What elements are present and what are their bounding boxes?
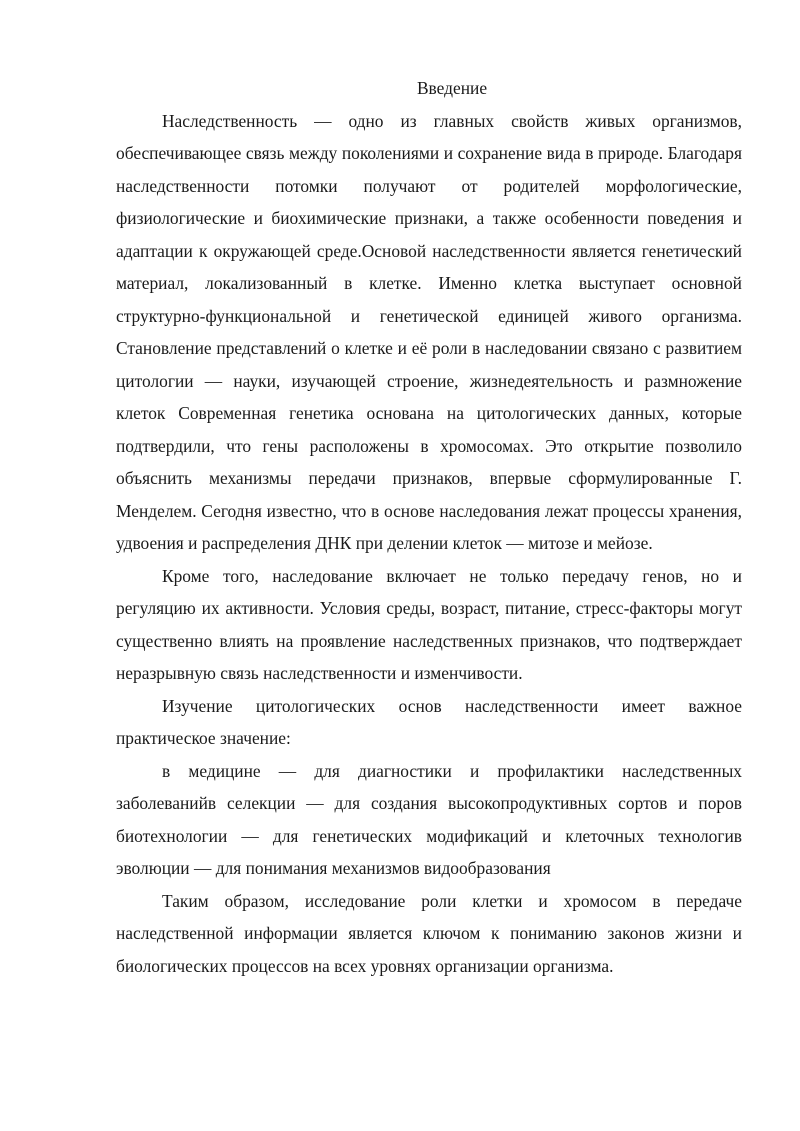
document-body (116, 72, 742, 982)
paragraph-application-areas: в медицине — для диагностики и профилактики наследственных заболеванийв селекции — для создания высокопродуктивных сортов и поров биотехнологии — для генетических модификаций и клеточных технологив эволюции — для понимания механизмов видообразования (116, 760, 742, 878)
paragraph-gene-regulation: Кроме того, наследование включает не только передачу генов, но и регуляцию их активности. Условия среды, возраст, питание, стресс-факторы могут существенно влиять на проявление наследственных признаков, что подтверждает неразрывную связь наследственности и изменчивости. (116, 565, 742, 683)
document-title: Введение (416, 78, 488, 98)
paragraph-conclusion: Таким образом, исследование роли клетки и хромосом в передаче наследственной информации является ключом к пониманию законов жизни и биологических процессов на всех уровнях организации организма. (116, 890, 742, 976)
paragraph-practical-importance: Изучение цитологических основ наследственности имеет важное практическое значение: (116, 695, 742, 748)
paragraph-heredity-intro: Наследственность — одно из главных свойств живых организмов, обеспечивающее связь между поколениями и сохранение вида в природе. Благодаря наследственности потомки получают от родителей морфологические, физиологические и биохимические признаки, а также особенности поведения и адаптации к окружающей среде.Основой наследственности является генетический материал, локализованный в клетке. Именно клетка выступает основной структурно-функциональной и генетической единицей живого организма. Становление представлений о клетке и её роли в наследовании связано с развитием цитологии — науки, изучающей строение, жизнедеятельность и размножение клеток Современная генетика основана на цитологических данных, которые подтвердили, что гены расположены в хромосомах. Это открытие позволило объяснить механизмы передачи признаков, впервые сформулированные Г. Менделем. Сегодня известно, что в основе наследования лежат процессы хранения, удвоения и распределения ДНК при делении клеток — митозе и мейозе. (116, 110, 742, 553)
